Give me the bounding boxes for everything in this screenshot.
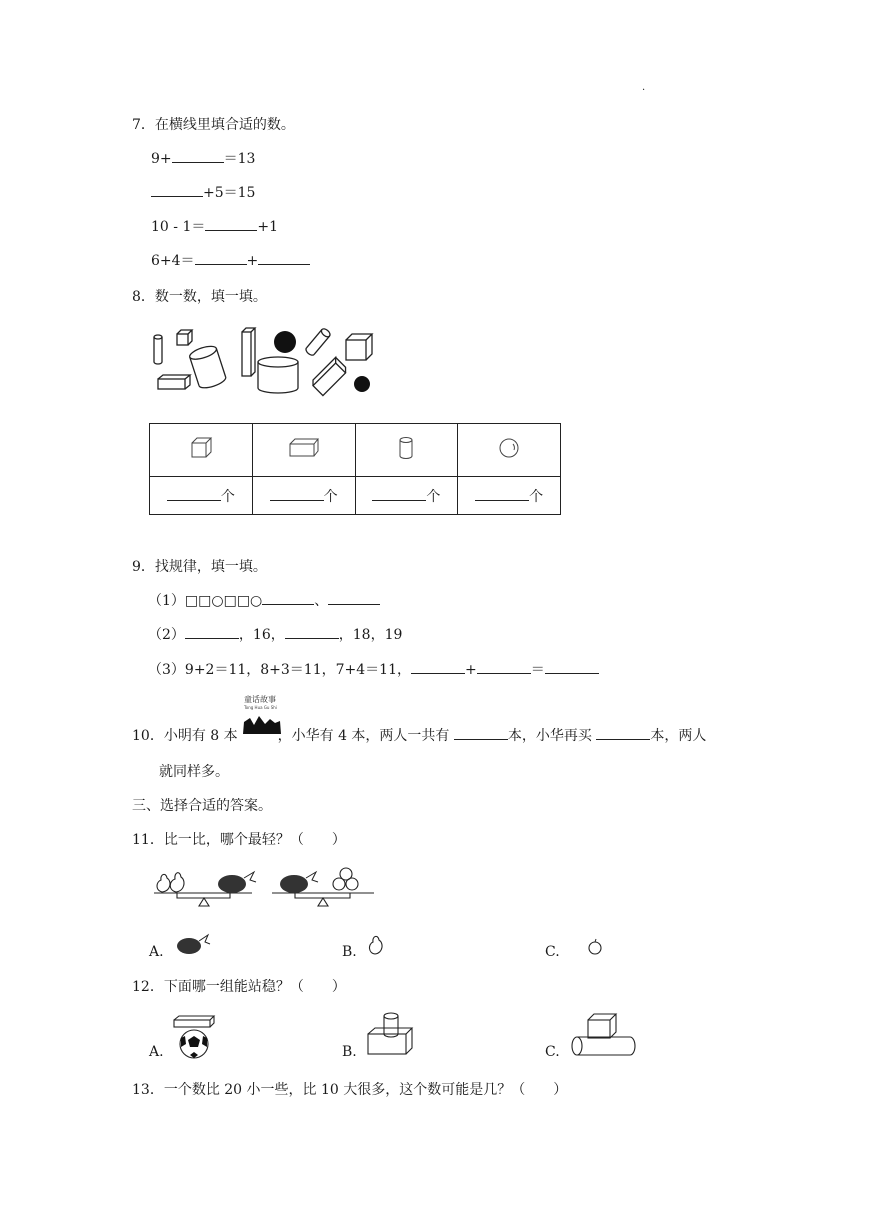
unit-label: 个 <box>220 488 235 505</box>
q12-option-c-label: C. <box>545 1044 560 1060</box>
q9-part-2-label: （2） <box>148 627 185 643</box>
answer-blank[interactable] <box>195 250 247 265</box>
answer-blank[interactable] <box>151 182 203 197</box>
q7-line-3-b: +1 <box>257 219 278 235</box>
q13-title: 13．一个数比 20 小一些，比 10 大很多，这个数可能是几？（ ） <box>132 1082 568 1098</box>
table-header-cell <box>252 424 355 477</box>
q7-line-4 <box>151 250 310 270</box>
q11-option-b-label: B. <box>342 944 357 960</box>
q11-option-b[interactable] <box>342 944 357 960</box>
table-header-cell <box>355 424 458 477</box>
unit-label: 个 <box>323 488 338 505</box>
balance-scales-illustration <box>152 860 377 912</box>
table-header-cell <box>150 424 253 477</box>
answer-blank[interactable] <box>270 486 324 501</box>
answer-blank[interactable] <box>262 590 314 605</box>
q9-title: 9．找规律，填一填。 <box>132 559 267 575</box>
answer-blank[interactable] <box>545 659 599 674</box>
q12-option-c[interactable] <box>545 1044 560 1060</box>
answer-blank[interactable] <box>167 486 221 501</box>
q9-part-1-sep: 、 <box>314 593 329 609</box>
answer-blank[interactable] <box>285 624 339 639</box>
answer-blank[interactable] <box>454 725 508 740</box>
cube-on-cylinder-icon <box>570 1012 638 1058</box>
pear-icon <box>366 932 386 956</box>
q9-part-3-plus: + <box>465 662 477 678</box>
answer-blank[interactable] <box>372 486 426 501</box>
cube-icon <box>189 437 213 459</box>
book-title: 童话故事 <box>244 695 276 704</box>
q7-line-1 <box>151 148 255 168</box>
cuboid-icon <box>288 437 320 459</box>
q12-option-a[interactable] <box>149 1044 164 1060</box>
q11-option-a[interactable] <box>149 944 164 960</box>
q9-part-2-mid: ，16， <box>238 627 285 643</box>
answer-blank[interactable] <box>328 590 380 605</box>
q9-part-1 <box>148 590 380 610</box>
count-cell <box>458 477 561 515</box>
answer-blank[interactable] <box>477 659 531 674</box>
q10-part-d: 本，两人 <box>650 728 707 744</box>
q9-part-3-eq: ＝ <box>530 662 545 678</box>
q10-part-b: ，小华有 4 本，两人一共有 <box>277 728 454 744</box>
q12-option-a-label: A. <box>149 1044 164 1060</box>
q8-title: 8．数一数，填一填。 <box>132 289 267 305</box>
q7-title: 7．在横线里填合适的数。 <box>132 117 295 133</box>
q7-line-3 <box>151 216 278 236</box>
q10-part-a: 10．小明有 8 本 <box>132 728 238 744</box>
q11-option-c[interactable] <box>545 944 560 960</box>
book-subtitle: Tong Hua Gu Shi <box>244 705 277 710</box>
q7-line-1-b: ＝13 <box>223 151 256 167</box>
q10-line-2: 就同样多。 <box>159 764 229 780</box>
q11-option-a-label: A. <box>149 944 164 960</box>
q7-line-4-a: 6+4＝ <box>151 253 195 269</box>
q12-option-b-label: B. <box>342 1044 357 1060</box>
q11-option-c-label: C. <box>545 944 560 960</box>
section-3-heading: 三、选择合适的答案。 <box>132 798 272 814</box>
q7-line-3-a: 10 - 1＝ <box>151 219 206 235</box>
unit-label: 个 <box>426 488 441 505</box>
answer-blank[interactable] <box>411 659 465 674</box>
answer-blank[interactable] <box>475 486 529 501</box>
q9-part-3 <box>148 659 599 679</box>
answer-blank[interactable] <box>258 250 310 265</box>
q10-part-c: 本，小华再买 <box>507 728 597 744</box>
cylinder-on-cuboid-icon <box>366 1010 416 1058</box>
q7-line-4-b: + <box>246 253 259 269</box>
q7-line-2-b: +5＝15 <box>203 185 256 201</box>
q9-part-2-end: ，18，19 <box>338 627 403 643</box>
apple-icon <box>586 938 604 956</box>
q9-part-1-sequence: □□○□□○ <box>184 593 263 609</box>
q9-part-2 <box>148 624 402 644</box>
q9-part-1-label: （1） <box>148 593 185 609</box>
answer-blank[interactable] <box>596 725 650 740</box>
q7-line-2 <box>151 182 255 202</box>
q7-line-1-a: 9+ <box>151 151 172 167</box>
count-cell <box>252 477 355 515</box>
header-dot: . <box>642 82 646 93</box>
q9-part-3-label: （3）9+2＝11，8+3＝11，7+4＝11， <box>148 662 411 678</box>
cylinder-icon <box>398 436 414 460</box>
count-table <box>149 423 561 515</box>
answer-blank[interactable] <box>185 624 239 639</box>
answer-blank[interactable] <box>205 216 257 231</box>
answer-blank[interactable] <box>172 148 224 163</box>
cuboid-on-ball-icon <box>172 1014 216 1060</box>
q12-title: 12．下面哪一组能站稳？（ ） <box>132 979 346 995</box>
sphere-icon <box>498 437 520 459</box>
pineapple-icon <box>175 932 211 956</box>
q11-title: 11．比一比，哪个最轻？（ ） <box>132 832 346 848</box>
count-cell <box>355 477 458 515</box>
q10-line-1 <box>132 725 706 745</box>
table-header-cell <box>458 424 561 477</box>
unit-label: 个 <box>529 488 544 505</box>
count-cell <box>150 477 253 515</box>
q12-option-b[interactable] <box>342 1044 357 1060</box>
solid-shapes-illustration <box>150 322 390 412</box>
